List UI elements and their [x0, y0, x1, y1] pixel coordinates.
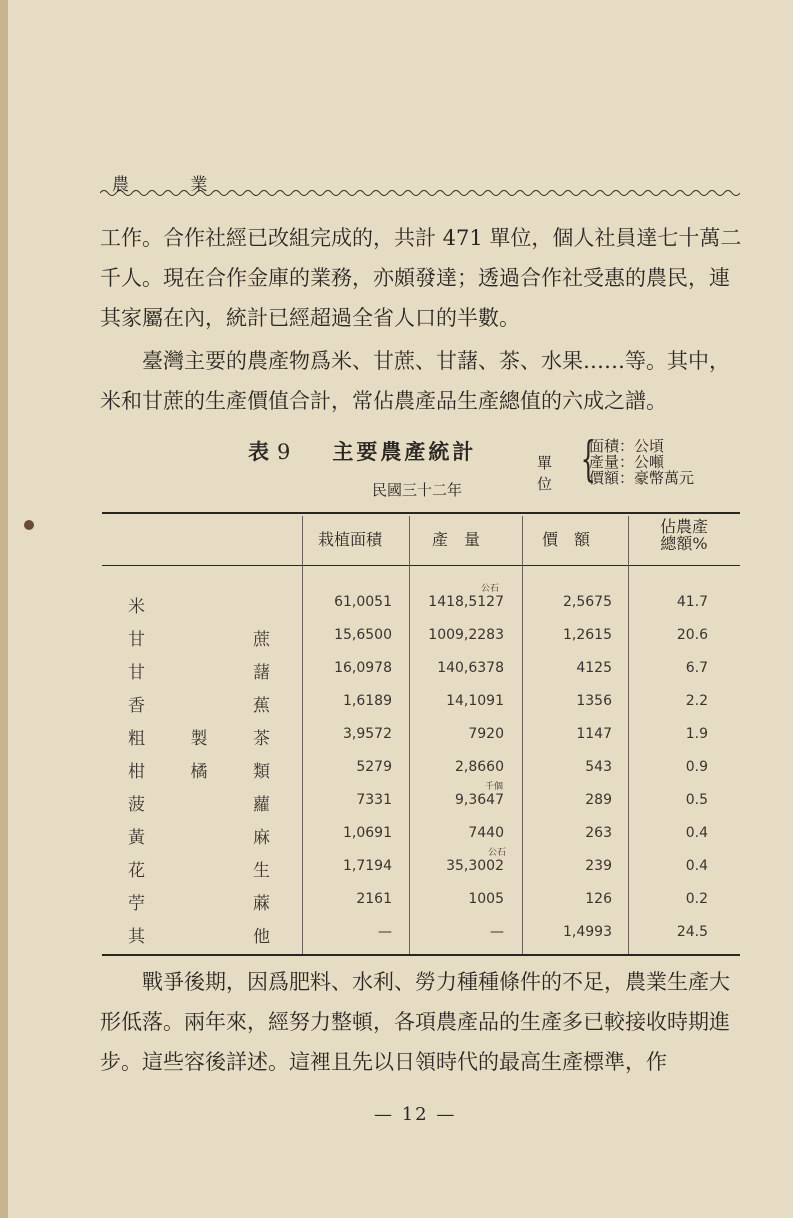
cell-area: —: [378, 924, 392, 940]
row-name: [128, 658, 270, 683]
cell-value: 4125: [576, 660, 612, 676]
cell-qty: 2,8660: [455, 759, 504, 775]
cell-pct: 0.4: [685, 858, 708, 874]
cell-value: 263: [585, 825, 612, 841]
unit-value: 價額：豪幣萬元: [589, 469, 695, 487]
row-name-char: 蘿: [253, 795, 270, 815]
table-bottom-rule: [102, 954, 740, 956]
unit-label: 單位: [537, 454, 553, 493]
cell-pct: 24.5: [676, 924, 708, 940]
page-number: — 12 —: [374, 1104, 457, 1125]
row-name: [128, 592, 270, 617]
paragraph-cooperatives: 工作。合作社經已改組完成的，共計 471 單位，個人社員達七十萬二千人。現在合作金庫的業務，亦頗發達；透過合作社受惠的農民，連其家屬在內，統計已經超過全省人口的半數。: [100, 226, 742, 330]
cell-area: 1,6189: [343, 693, 392, 709]
page-edge: [0, 0, 8, 1218]
cell-qty: 9,3647: [455, 792, 504, 808]
cell-area: 7331: [356, 792, 392, 808]
row-name-char: 類: [253, 762, 270, 782]
row-name-char: 蕉: [253, 696, 270, 716]
row-name-char: 茶: [253, 729, 270, 749]
row-name-char: 蔴: [253, 894, 270, 914]
row-name: [128, 625, 270, 650]
quantity-unit-note: 千個: [485, 782, 504, 792]
cell-pct: 0.4: [685, 825, 708, 841]
row-name: [128, 757, 270, 782]
ink-spot: [24, 520, 34, 530]
cell-value: 1,2615: [563, 627, 612, 643]
cell-qty: 1009,2283: [428, 627, 504, 643]
unit-quantity: 產量：公噸: [589, 453, 665, 471]
cell-area: 1,0691: [343, 825, 392, 841]
row-name-char: 苧: [128, 894, 145, 914]
row-name: [128, 856, 270, 881]
row-name: [128, 790, 270, 815]
cell-qty: 35,3002: [446, 858, 504, 874]
cell-value: 126: [585, 891, 612, 907]
cell-pct: 6.7: [685, 660, 708, 676]
cell-pct: 0.5: [685, 792, 708, 808]
row-name-char: 米: [128, 597, 145, 617]
header-percent: [640, 518, 728, 552]
cell-value: 2,5675: [563, 594, 612, 610]
row-name-char: 其: [128, 927, 145, 947]
cell-qty: 7920: [468, 726, 504, 742]
header-value: 價 額: [542, 530, 591, 549]
cell-area: 2161: [356, 891, 392, 907]
cell-pct: 0.9: [685, 759, 708, 775]
cell-qty: —: [490, 924, 504, 940]
table-top-rule: [102, 512, 740, 514]
row-name-char: 黃: [128, 828, 145, 848]
cell-value: 239: [585, 858, 612, 874]
cell-area: 5279: [356, 759, 392, 775]
unit-area: 面積：公頃: [589, 437, 665, 455]
cell-qty: 1418,5127: [428, 594, 504, 610]
cell-pct: 1.9: [685, 726, 708, 742]
cell-area: 1,7194: [343, 858, 392, 874]
row-name: [128, 691, 270, 716]
cell-area: 61,0051: [334, 594, 392, 610]
row-name-char: 蔗: [253, 630, 270, 650]
cell-qty: 7440: [468, 825, 504, 841]
row-name: [128, 889, 270, 914]
row-name-char: 麻: [253, 828, 270, 848]
header-percent-line1: 佔農產: [659, 517, 708, 536]
cell-qty: 1005: [468, 891, 504, 907]
cell-value: 289: [585, 792, 612, 808]
row-name: [128, 823, 270, 848]
cell-value: 1147: [576, 726, 612, 742]
unit-lines: [589, 438, 694, 486]
quantity-unit-note: 公石: [488, 848, 507, 858]
cell-pct: 2.2: [685, 693, 708, 709]
table-name: 主要農產統計: [332, 439, 477, 464]
header-area: 栽植面積: [318, 530, 383, 549]
paragraph-main-crops: 臺灣主要的農產物爲米、甘蔗、甘藷、茶、水果……等。其中，米和甘蔗的生產價值合計，常佔農產品生產總值的六成之譜。: [100, 349, 730, 413]
header-wavy-rule: [100, 188, 740, 198]
row-name-char: 他: [253, 927, 270, 947]
row-name-char: 粗: [128, 729, 145, 749]
table-number: 9: [277, 440, 291, 464]
table-title: [248, 436, 476, 466]
quantity-unit-note: 公石: [481, 584, 500, 594]
header-quantity: 產 量: [432, 530, 481, 549]
row-name-char: 柑: [128, 762, 145, 782]
table-header-rule: [102, 565, 740, 566]
unit-brace: {: [580, 431, 596, 487]
cell-area: 16,0978: [334, 660, 392, 676]
row-name: [128, 724, 270, 749]
cell-pct: 0.2: [685, 891, 708, 907]
cell-value: 1,4993: [563, 924, 612, 940]
row-name-char: 生: [253, 861, 270, 881]
row-name-char: 花: [128, 861, 145, 881]
header-percent-line2: 總額%: [660, 534, 708, 553]
table-year: 民國三十二年: [372, 481, 463, 499]
running-head: 農 業: [112, 175, 236, 195]
cell-qty: 140,6378: [437, 660, 504, 676]
cell-qty: 14,1091: [446, 693, 504, 709]
row-name: [128, 922, 270, 947]
cell-value: 543: [585, 759, 612, 775]
cell-area: 15,6500: [334, 627, 392, 643]
row-name-char: 甘: [128, 663, 145, 683]
cell-area: 3,9572: [343, 726, 392, 742]
row-name-char: 菠: [128, 795, 145, 815]
row-name-char: 製: [190, 729, 208, 749]
cell-value: 1356: [576, 693, 612, 709]
paragraph-postwar: 戰爭後期，因爲肥料、水利、勞力種種條件的不足，農業生產大形低落。兩年來，經努力整頓，各項農產品的生產多已較接收時期進步。這些容後詳述。這裡且先以日領時代的最高生產標準，作: [100, 970, 730, 1074]
row-name-char: 橘: [190, 762, 208, 782]
row-name-char: 香: [128, 696, 145, 716]
table-label: 表: [248, 439, 269, 464]
cell-pct: 41.7: [676, 594, 708, 610]
cell-pct: 20.6: [676, 627, 708, 643]
row-name-char: 藷: [253, 663, 270, 683]
row-name-char: 甘: [128, 630, 145, 650]
